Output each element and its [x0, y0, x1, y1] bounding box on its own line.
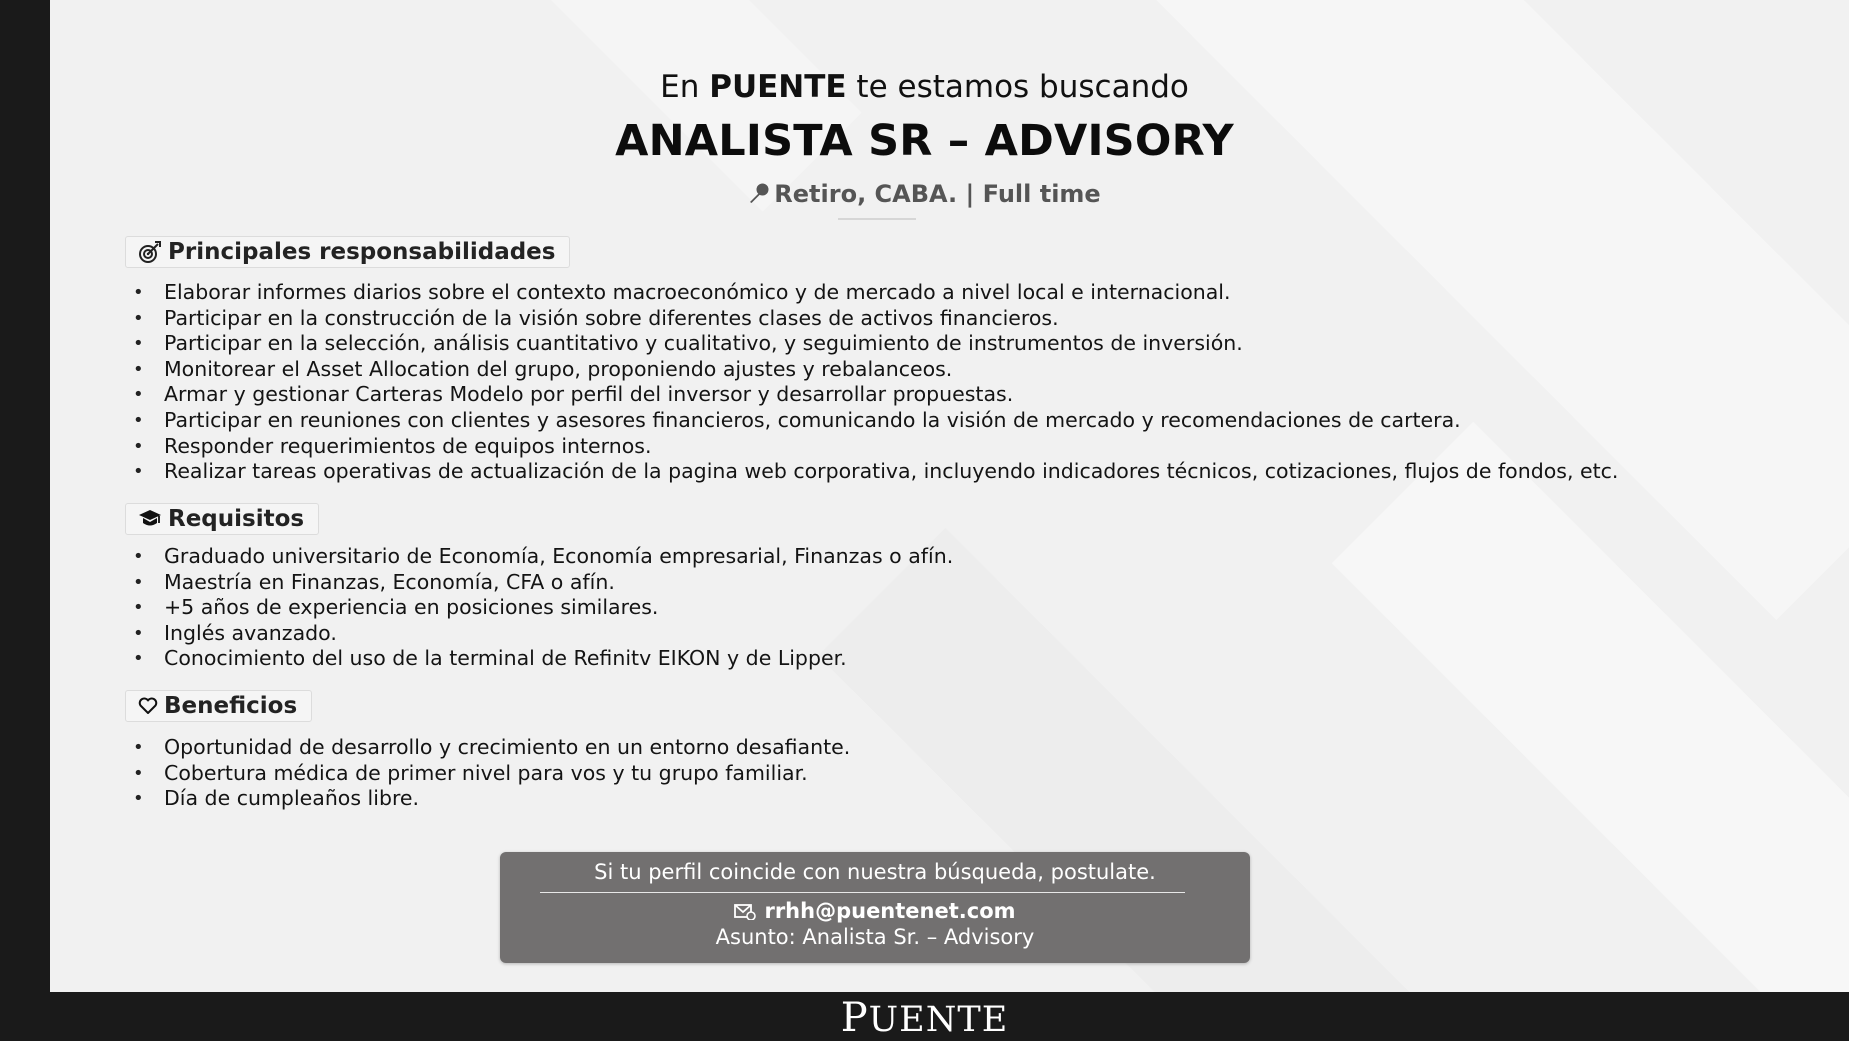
list-item: • Inglés avanzado. — [125, 621, 953, 647]
list-item: • Conocimiento del uso de la terminal de Refinitv EIKON y de Lipper. — [125, 646, 953, 672]
apply-box — [500, 852, 1250, 963]
apply-email[interactable] — [500, 899, 1250, 923]
list-item: • Oportunidad de desarrollo y crecimiento en un entorno desafiante. — [125, 735, 850, 761]
list-item: • Responder requerimientos de equipos internos. — [125, 434, 1618, 460]
list-item: • Elaborar informes diarios sobre el contexto macroeconómico y de mercado a nivel local e internacional. — [125, 280, 1618, 306]
section-title-text: Requisitos — [168, 506, 305, 532]
brand-rest: UENTE — [868, 1000, 1009, 1040]
location-text: Retiro, CABA. | Full time — [774, 180, 1101, 208]
pin-icon — [748, 182, 770, 210]
email-subject: Asunto: Analista Sr. – Advisory — [715, 925, 1035, 949]
apply-prompt: Si tu perfil coincide con nuestra búsqueda, postulate. — [594, 860, 1156, 884]
list-item: • Maestría en Finanzas, Economía, CFA o afín. — [125, 570, 953, 596]
section-title-text: Principales responsabilidades — [168, 239, 556, 265]
section-title-text: Beneficios — [164, 693, 298, 719]
list-item: • Cobertura médica de primer nivel para vos y tu grupo familiar. — [125, 761, 850, 787]
list-item: • Día de cumpleaños libre. — [125, 786, 850, 812]
company-name: PUENTE — [709, 69, 847, 105]
intro-prefix: En — [660, 69, 700, 105]
heart-icon — [138, 697, 158, 715]
divider — [540, 892, 1185, 893]
email-link-text[interactable]: rrhh@puentenet.com — [764, 899, 1016, 923]
section-title-benefits — [125, 690, 312, 722]
divider — [838, 218, 916, 220]
job-location — [0, 180, 1849, 210]
intro-suffix: te estamos buscando — [856, 69, 1189, 105]
job-title: ANALISTA SR – ADVISORY — [615, 116, 1234, 166]
list-item: • Graduado universitario de Economía, Economía empresarial, Finanzas o afín. — [125, 544, 953, 570]
section-title-requirements — [125, 503, 319, 535]
list-item: • +5 años de experiencia en posiciones similares. — [125, 595, 953, 621]
list-item: • Participar en la construcción de la visión sobre diferentes clases de activos financieros. — [125, 306, 1618, 332]
list-item: • Realizar tareas operativas de actualización de la pagina web corporativa, incluyendo indicadores técnicos, cotizaciones, flujos de fondos, etc. — [125, 459, 1618, 485]
requirements-list — [125, 544, 953, 672]
mail-icon — [734, 899, 764, 923]
graduation-cap-icon — [138, 508, 162, 530]
benefits-list — [125, 735, 850, 812]
section-title-responsibilities — [125, 236, 570, 268]
list-item: • Monitorear el Asset Allocation del grupo, proponiendo ajustes y rebalanceos. — [125, 357, 1618, 383]
brand-logo — [0, 995, 1849, 1041]
intro-line — [0, 69, 1849, 105]
list-item: • Participar en reuniones con clientes y asesores financieros, comunicando la visión de mercado y recomendaciones de cartera. — [125, 408, 1618, 434]
responsibilities-list — [125, 280, 1618, 485]
brand-initial: P — [840, 995, 869, 1041]
list-item: • Armar y gestionar Carteras Modelo por perfil del inversor y desarrollar propuestas. — [125, 382, 1618, 408]
list-item: • Participar en la selección, análisis cuantitativo y cualitativo, y seguimiento de instrumentos de inversión. — [125, 331, 1618, 357]
target-icon — [138, 240, 162, 264]
